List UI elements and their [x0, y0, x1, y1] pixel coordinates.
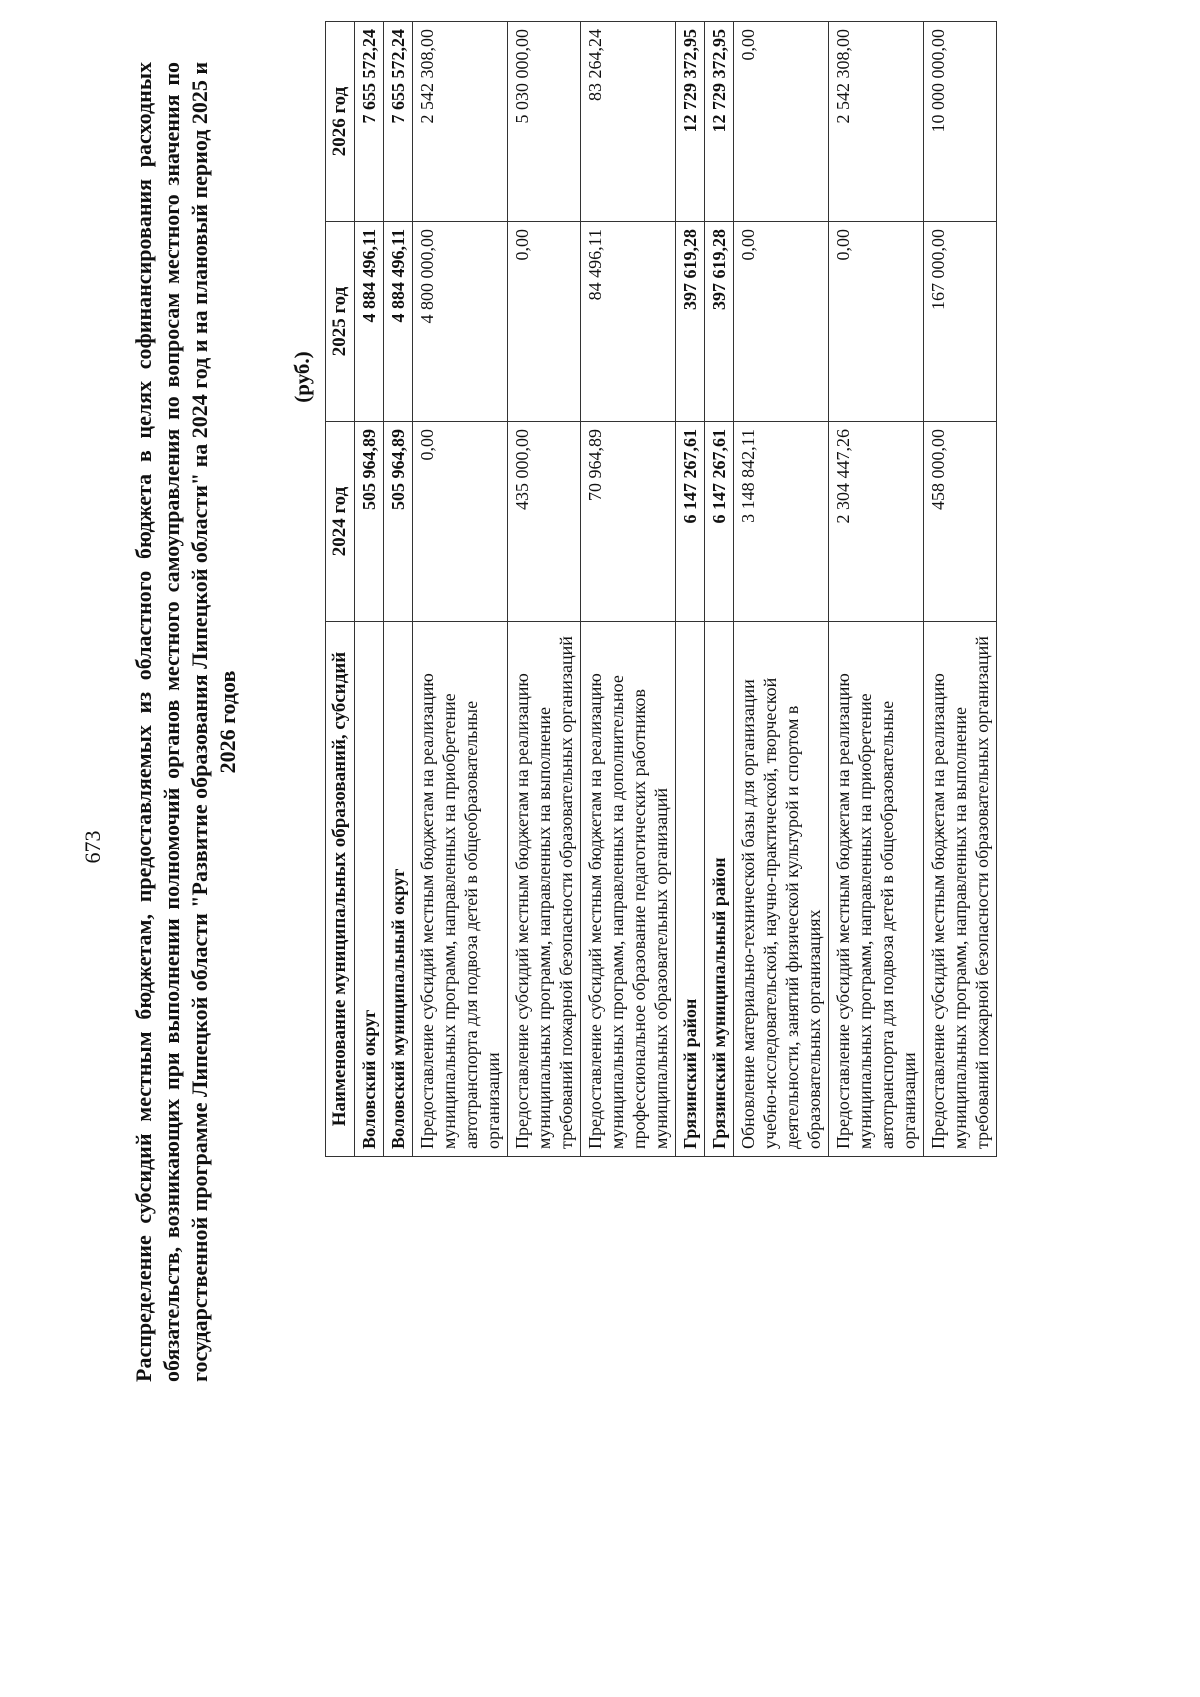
- table-row: [413, 22, 508, 1157]
- cell-2024: 0,00: [413, 422, 508, 622]
- cell-2026: 7 655 572,24: [355, 22, 384, 222]
- cell-2026: 5 030 000,00: [508, 22, 581, 222]
- cell-name: Воловский округ: [355, 622, 384, 1157]
- cell-2024: 2 304 447,26: [829, 422, 924, 622]
- cell-name: Предоставление субсидий местным бюджетам на реализацию муниципальных программ, направленных на приобретение автотранспорта для подвоза детей в общеобразовательные организации: [829, 622, 924, 1157]
- table-row: [508, 22, 581, 1157]
- cell-2026: 7 655 572,24: [384, 22, 413, 222]
- cell-2026: 83 264,24: [581, 22, 676, 222]
- cell-2025: 4 884 496,11: [355, 222, 384, 422]
- cell-2024: 6 147 267,61: [676, 422, 705, 622]
- table-row: [676, 22, 705, 1157]
- cell-2024: 505 964,89: [355, 422, 384, 622]
- cell-2026: 0,00: [734, 22, 829, 222]
- cell-2026: 10 000 000,00: [924, 22, 997, 222]
- cell-2025: 167 000,00: [924, 222, 997, 422]
- header-2026: 2026 год: [326, 22, 355, 222]
- cell-2025: 4 884 496,11: [384, 222, 413, 422]
- cell-2026: 2 542 308,00: [413, 22, 508, 222]
- cell-name: Воловский муниципальный округ: [384, 622, 413, 1157]
- header-name: Наименование муниципальных образований, субсидий: [326, 622, 355, 1157]
- document-title: Распределение субсидий местным бюджетам, предоставляемых из областного бюджета в целях софинансирования расходных обязательств, возникающих при выполнении полномочий органов местного самоуправления по вопросам местного значения по государственной программе Липецкой области "Развитие образования Липецкой области" на 2024 год и на плановый период 2025 и 2026 годов: [131, 62, 240, 1382]
- cell-2025: 397 619,28: [705, 222, 734, 422]
- cell-2024: 505 964,89: [384, 422, 413, 622]
- table-row: [829, 22, 924, 1157]
- table-header-row: [326, 22, 355, 1157]
- table-row: [355, 22, 384, 1157]
- cell-2026: 12 729 372,95: [676, 22, 705, 222]
- cell-name: Предоставление субсидий местным бюджетам на реализацию муниципальных программ, направленных на выполнение требований пожарной безопасности образовательных организаций: [924, 622, 997, 1157]
- cell-2025: 0,00: [508, 222, 581, 422]
- cell-name: Грязинский район: [676, 622, 705, 1157]
- cell-2024: 70 964,89: [581, 422, 676, 622]
- subsidy-table: [325, 21, 997, 1157]
- cell-2026: 2 542 308,00: [829, 22, 924, 222]
- cell-name: Предоставление субсидий местным бюджетам на реализацию муниципальных программ, направленных на приобретение автотранспорта для подвоза детей в общеобразовательные организации: [413, 622, 508, 1157]
- cell-name: Предоставление субсидий местным бюджетам на реализацию муниципальных программ, направленных на выполнение требований пожарной безопасности образовательных организаций: [508, 622, 581, 1157]
- header-2024: 2024 год: [326, 422, 355, 622]
- cell-2024: 435 000,00: [508, 422, 581, 622]
- cell-2024: 3 148 842,11: [734, 422, 829, 622]
- cell-2025: 0,00: [734, 222, 829, 422]
- cell-name: Предоставление субсидий местным бюджетам на реализацию муниципальных программ, направленных на дополнительное профессиональное образование педагогических работников муниципальных образовательных организаций: [581, 622, 676, 1157]
- table-row: [384, 22, 413, 1157]
- cell-name: Грязинский муниципальный район: [705, 622, 734, 1157]
- table-row: [581, 22, 676, 1157]
- cell-2024: 6 147 267,61: [705, 422, 734, 622]
- page-number: 673: [80, 830, 105, 864]
- cell-2025: 0,00: [829, 222, 924, 422]
- table-row: [705, 22, 734, 1157]
- cell-name: Обновление материально-технической базы для организации учебно-исследовательской, научно-практической, творческой деятельности, занятий физической культурой и спортом в образовательных организациях: [734, 622, 829, 1157]
- table-row: [734, 22, 829, 1157]
- cell-2025: 4 800 000,00: [413, 222, 508, 422]
- cell-2026: 12 729 372,95: [705, 22, 734, 222]
- table-row: [924, 22, 997, 1157]
- cell-2025: 84 496,11: [581, 222, 676, 422]
- cell-2025: 397 619,28: [676, 222, 705, 422]
- header-2025: 2025 год: [326, 222, 355, 422]
- cell-2024: 458 000,00: [924, 422, 997, 622]
- currency-unit-label: (руб.): [290, 351, 314, 403]
